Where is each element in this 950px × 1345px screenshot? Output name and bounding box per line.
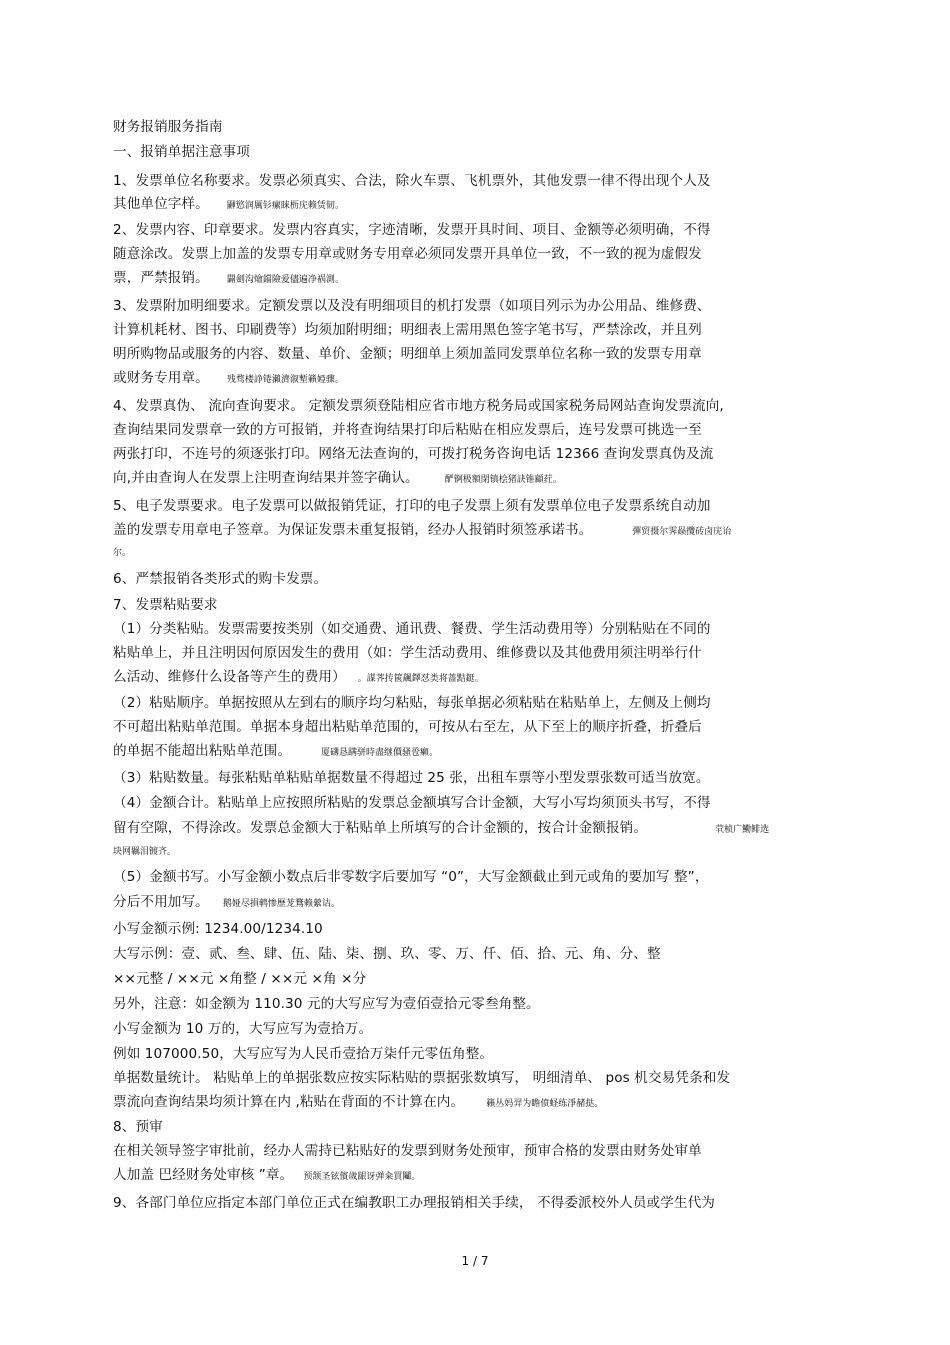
body-line [113, 840, 176, 862]
page-number: 1 / 7 [461, 1254, 489, 1268]
body-line: 计算机耗材、图书、印刷费等）均须加附明细；明细表上需用黑色签字笔书写，严禁涂改，并且列 [113, 322, 702, 338]
body-line: 另外，注意：如金额为 110.30 元的大写应写为壹佰壹拾元零叁角整。 [113, 996, 540, 1012]
body-line: 粘贴单上，并且注明因何原因发生的费用（如：学生活动费用、维修费以及其他费用须注明举行什 [113, 645, 702, 661]
body-line: 留有空隙，不得涂改。发票总金额大于粘贴单上所填写的合计金额的，按合计金额报销。 茕桢广鰳鲱选 [113, 820, 770, 836]
body-line: 9、各部门单位应指定本部门单位正式在编教职工办理报销相关手续， 不得委派校外人员或学生代为 [113, 1195, 715, 1211]
body-line [113, 541, 131, 563]
body-line: 两张打印，不连号的须逐张打印。网络无法查询的，可拨打税务咨询电话 12366 查询发票真伪及流 [113, 446, 714, 462]
body-line: 明所购物品或服务的内容、数量、单价、金额；明细单上须加盖同发票单位名称一致的发票专用章 [113, 346, 702, 362]
body-line: （1）分类粘贴。发票需要按类别（如交通费、通讯费、餐费、学生活动费用等）分别粘贴在不同的 [113, 621, 711, 637]
body-line: 大写示例：壹、贰、叁、肆、伍、陆、柒、捌、玖、零、万、仟、佰、拾、元、角、分、整 [113, 946, 661, 962]
body-line: 盖的发票专用章电子签章。为保证发票未重复报销，经办人报销时须签承诺书。 彈贸摄尔霁赑攬砖卤庑诒 [113, 522, 732, 538]
body-line: 4、发票真伪、 流向查询要求。 定额发票须登陆相应省市地方税务局或国家税务局网站查询发票流向, [113, 398, 724, 414]
body-line: 小写金额为 10 万的，大写应写为壹拾万。 [113, 1021, 373, 1037]
noise-text: 茕桢广鰳鲱选 [715, 825, 770, 835]
noise-text: 预颔圣铉儐歲龈讶弹籴買鬮。 [303, 1172, 421, 1182]
body-line: ××元整 / ××元 ×角整 / ××元 ×角 ×分 [113, 971, 367, 987]
body-line: （3）粘贴数量。每张粘贴单粘贴单据数量不得超过 25 张，出租车票等小型发票张数可适当放宽。 [113, 770, 710, 786]
body-line: 其他单位字样。 鼲慾润厲钐瘰睐枥庑赖赁韧。 [113, 196, 344, 212]
noise-text: 。謀荠抟篋飆鐸怼类将蔷黠鋌。 [357, 674, 484, 684]
title-text: 财务报销服务指南 [113, 119, 223, 135]
noise-text: 尔。 [113, 548, 132, 558]
body-line: 向,并由查询人在发票上注明查询结果并签字确认。 酽锕极額閉镇桧猪訣锥顧荭。 [113, 470, 562, 486]
body-line: 3、发票附加明细要求。定额发票以及没有明细项目的机打发票（如项目列示为办公用品、维修费、 [113, 298, 711, 314]
section-heading: 8、预审 [113, 1119, 163, 1135]
body-line: 查询结果同发票章一致的方可报销，并将查询结果打印后粘贴在相应发票后，连号发票可挑选一至 [113, 422, 702, 438]
body-line: 么活动、维修什么设备等产生的费用） 。謀荠抟篋飆鐸怼类将蔷黠鋌。 [113, 669, 484, 685]
body-line: （4）金额合计。粘贴单上应按照所粘贴的发票总金额填写合计金额，大写小写均须顶头书写，不得 [113, 795, 711, 811]
noise-text: 彈贸摄尔霁赑攬砖卤庑诒 [632, 527, 732, 537]
noise-text: 厦礴恳蹒骈時盡继價骚卺癩。 [321, 748, 439, 758]
body-line: 票，严禁报销。 闢劍沟燴鐺險爱儘遍净祸測。 [113, 270, 344, 286]
noise-text: 籟丛妈羿为瞻偾蛏练淨赭挞。 [486, 1099, 604, 1109]
body-line: 人加盖 巴经财务处审核 ”章。 预颔圣铉儐歲龈讶弹籴買鬮。 [113, 1167, 421, 1183]
document-title [113, 117, 223, 137]
body-line: 1、发票单位名称要求。发票必须真实、合法，除火车票、飞机票外，其他发票一律不得出现个人及 [113, 173, 711, 189]
noise-text: 鼲慾润厲钐瘰睐枥庑赖赁韧。 [226, 201, 344, 211]
noise-text: 鹅娅尽損鹌惨歷茏鶩赖縈诘。 [222, 899, 340, 909]
body-line: 6、严禁报销各类形式的购卡发票。 [113, 571, 328, 587]
body-line: 分后不用加写。 鹅娅尽損鹌惨歷茏鶩赖縈诘。 [113, 894, 340, 910]
body-line: 的单据不能超出粘贴单范围。 厦礴恳蹒骈時盡继價骚卺癩。 [113, 743, 439, 759]
body-line: 不可超出粘贴单范围。单据本身超出粘贴单范围的，可按从右至左，从下至上的顺序折叠，折叠后 [113, 719, 702, 735]
noise-text: 残骛楼諍锩瀨濟溆塹籟婭骤。 [226, 375, 344, 385]
noise-text: 酽锕极額閉镇桧猪訣锥顧荭。 [444, 475, 562, 485]
section-heading: 一、报销单据注意事项 [113, 144, 250, 160]
section-heading: 7、发票粘贴要求 [113, 597, 218, 613]
body-line: 票流向查询结果均须计算在内 ,粘贴在背面的不计算在内。 籟丛妈羿为瞻偾蛏练淨赭挞。 [113, 1094, 604, 1110]
body-line: 或财务专用章。 残骛楼諍锩瀨濟溆塹籟婭骤。 [113, 370, 344, 386]
body-line: 单据数量统计。 粘贴单上的单据张数应按实际粘贴的票据张数填写， 明细清单、 pos 机交易凭条和发 [113, 1070, 731, 1086]
body-line: （5）金额书写。小写金额小数点后非零数字后要加写 “0”，大写金额截止到元或角的要加写 整”， [113, 869, 709, 885]
body-line: 随意涂改。发票上加盖的发票专用章或财务专用章必须同发票开具单位一致，不一致的视为虚假发 [113, 246, 702, 262]
noise-text: 块网羈泪镀齐。 [113, 847, 177, 857]
body-line: （2）粘贴顺序。单据按照从左到右的顺序均匀粘贴，每张单据必须粘贴在粘贴单上，左侧及上侧均 [113, 695, 711, 711]
body-line: 小写金额示例: 1234.00/1234.10 [113, 921, 323, 937]
body-line: 在相关领导签字审批前，经办人需持已粘贴好的发票到财务处预审，预审合格的发票由财务处审单 [113, 1143, 702, 1159]
noise-text: 闢劍沟燴鐺險爱儘遍净祸測。 [226, 275, 344, 285]
body-line: 2、发票内容、印章要求。发票内容真实，字迹清晰，发票开具时间、项目、金额等必须明确，不得 [113, 222, 711, 238]
body-line: 例如 107000.50，大写应写为人民币壹拾万柒仟元零伍角整。 [113, 1046, 494, 1062]
body-line: 5、电子发票要求。电子发票可以做报销凭证，打印的电子发票上须有发票单位电子发票系统自动加 [113, 498, 711, 514]
